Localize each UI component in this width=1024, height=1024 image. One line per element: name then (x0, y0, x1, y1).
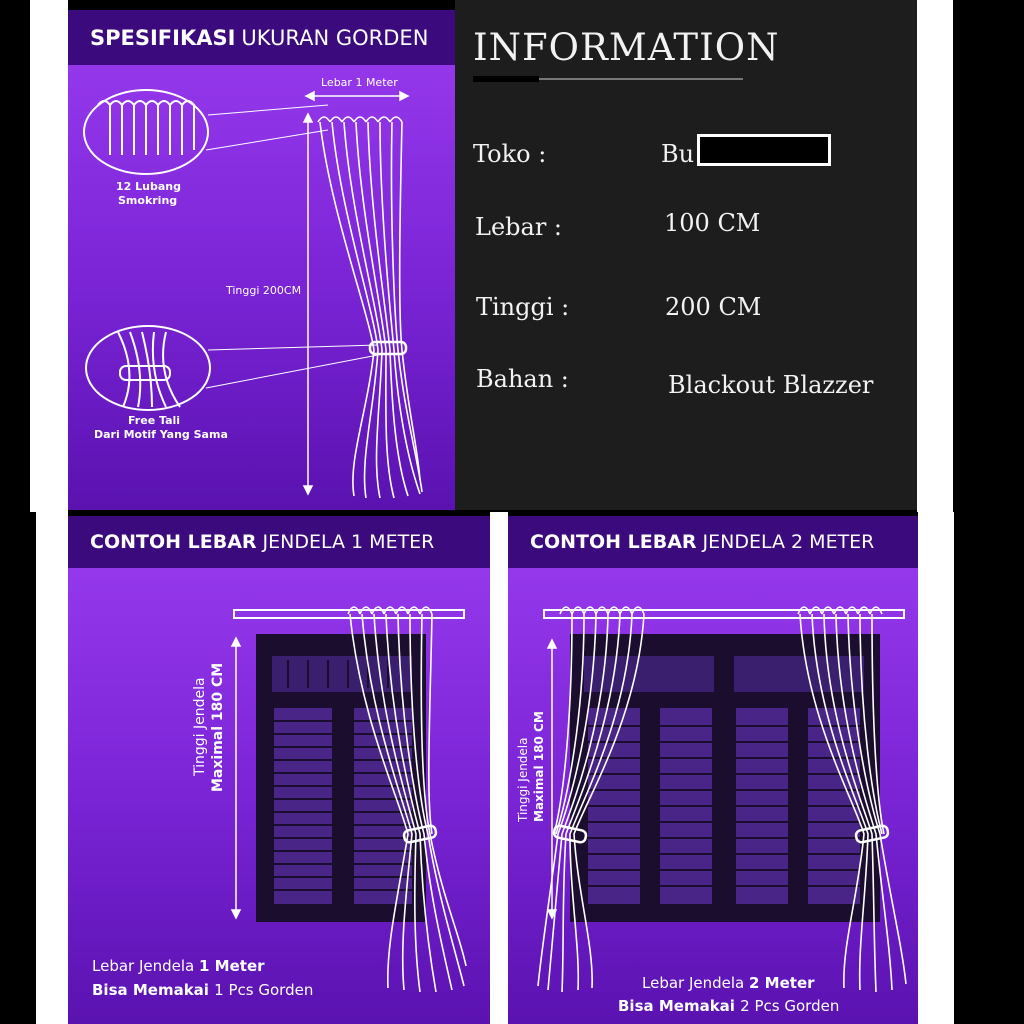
bottom-white-strip-right (918, 512, 954, 1024)
info-label-toko: Toko : (473, 140, 547, 168)
spec-tieback-label-1: Free Tali (128, 414, 181, 427)
spec-height-label: Tinggi 200CM (226, 284, 302, 297)
info-label-bahan: Bahan : (476, 365, 569, 393)
info-title-underline-accent (473, 76, 539, 82)
info-value-lebar: 100 CM (664, 209, 761, 237)
window-1m-panel (68, 516, 490, 1024)
info-panel (455, 0, 917, 510)
window-2m-bottom-line-1a: Lebar Jendela (642, 974, 750, 992)
spec-width-label: Lebar 1 Meter (321, 76, 398, 89)
top-white-strip-left (30, 0, 68, 512)
spec-tieback-label-2: Dari Motif Yang Sama (94, 428, 228, 441)
window-2m-side-label-1: Tinggi Jendela (516, 737, 530, 822)
window-1m-bottom-line-2 (92, 981, 313, 999)
window-1m-side-label-1: Tinggi Jendela (192, 677, 208, 776)
window-2m-panel (508, 516, 918, 1024)
spec-title-light: UKURAN GORDEN (241, 25, 429, 50)
window-2m-title-light: JENDELA 2 METER (702, 531, 875, 553)
info-redaction-box (697, 134, 831, 166)
window-1m-bottom-line-2b: 1 Pcs Gorden (214, 981, 314, 999)
window-2m-bottom-line-2 (618, 997, 839, 1015)
info-label-tinggi: Tinggi : (476, 293, 570, 321)
window-1m-bottom-line-1b: 1 Meter (199, 957, 265, 975)
window-1m-bottom-line-2a: Bisa Memakai (92, 981, 215, 999)
info-value-bahan: Blackout Blazzer (668, 371, 874, 399)
window-2m-diagram (508, 516, 918, 1024)
tieback-callout-ellipse (86, 326, 210, 410)
window-1m-title-light: JENDELA 1 METER (262, 531, 435, 553)
info-label-lebar: Lebar : (475, 213, 562, 241)
window-2m-title-bold: CONTOH LEBAR (530, 531, 697, 553)
top-white-strip-right (917, 0, 953, 512)
window-1m-side-label-2: Maximal 180 CM (210, 662, 226, 792)
window-2m-side-label-2: Maximal 180 CM (532, 711, 546, 822)
window-2m-bottom-line-2a: Bisa Memakai (618, 997, 741, 1015)
bottom-white-strip-mid (490, 512, 508, 1024)
window-1m-bottom-line-1a: Lebar Jendela (92, 957, 200, 975)
info-title: INFORMATION (473, 26, 780, 69)
window-1m-bottom-line-1 (92, 957, 265, 975)
window-1m-title-bold: CONTOH LEBAR (90, 531, 257, 553)
spec-grommet-label-2: Smokring (118, 194, 178, 207)
window-2m-bottom-line-1 (642, 974, 815, 992)
bottom-white-strip-left (36, 512, 68, 1024)
window-2m-bottom-line-2b: 2 Pcs Gorden (740, 997, 840, 1015)
window-2m-bottom-line-1b: 2 Meter (749, 974, 815, 992)
info-value-tinggi: 200 CM (665, 293, 762, 321)
spec-panel (68, 10, 455, 510)
spec-title-bold: SPESIFIKASI (90, 25, 236, 50)
info-value-toko: Bu (661, 140, 695, 168)
window-1m-diagram (68, 516, 490, 1024)
spec-grommet-label-1: 12 Lubang (116, 180, 181, 193)
